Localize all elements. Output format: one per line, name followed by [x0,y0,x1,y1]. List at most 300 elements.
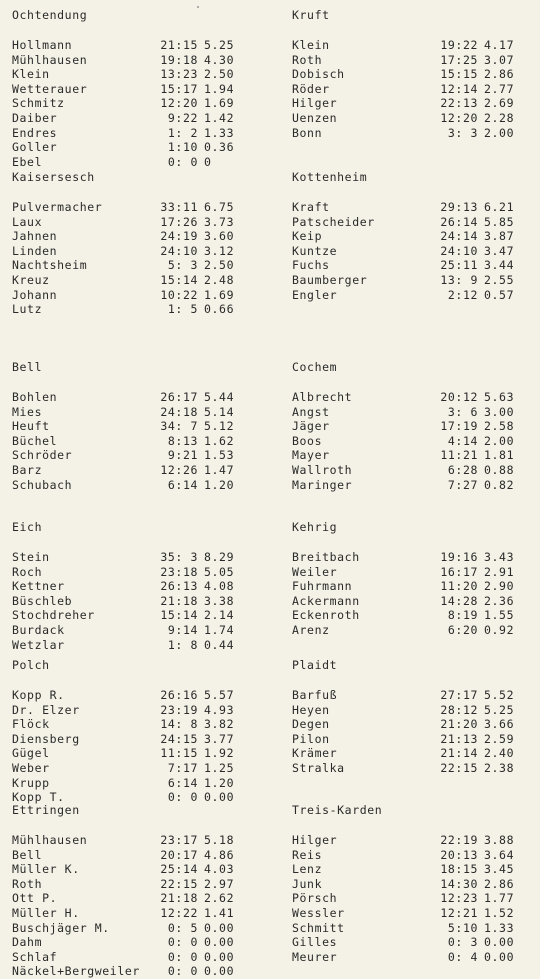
player-row [0,82,268,97]
player-row [0,877,268,892]
player-row [270,258,538,273]
player-row [270,215,538,230]
player-score: 14: 8 [160,717,198,732]
player-ratio: 0.82 [484,477,515,492]
player-ratio: 0.00 [484,935,515,950]
player-name: Lenz [292,862,323,877]
player-row [270,229,538,244]
player-name: Reis [292,847,323,862]
player-name: Wessler [292,906,345,920]
player-ratio: 0.57 [484,287,515,302]
player-row [0,390,268,405]
player-ratio: 5.52 [484,688,515,702]
player-score: 6:14 [167,477,198,492]
player-score: 19:18 [160,52,198,67]
player-ratio: 0.00 [204,920,235,935]
player-name: Jäger [292,419,330,434]
player-ratio: 4.86 [204,847,235,862]
player-name: Mühlhausen [12,833,88,847]
player-score: 24:10 [160,243,198,258]
player-ratio: 1.77 [484,891,515,906]
player-row [0,478,268,493]
player-name: Schlaf [12,949,58,964]
player-name: Gilles [292,935,338,950]
player-name: Kopp T. [12,790,65,805]
player-score: 1: 5 [167,302,198,317]
player-row [270,862,538,877]
player-row [0,891,268,906]
player-score: 9:21 [167,448,198,463]
player-score: 34: 7 [160,419,198,434]
player-row [0,862,268,877]
team-title: Eich [12,520,43,534]
player-ratio: 1.20 [204,477,235,492]
player-ratio: 1.47 [204,463,235,477]
player-score: 22:19 [440,833,478,847]
player-score: 14:30 [440,876,478,891]
player-row [270,594,538,609]
player-ratio: 5.25 [484,702,515,717]
player-ratio: 1.25 [204,761,235,775]
player-name: Bell [12,847,43,862]
player-score: 8:19 [447,608,478,623]
player-ratio: 5.57 [204,688,235,702]
player-row [270,111,538,126]
player-row [0,950,268,965]
player-ratio: 2.69 [484,96,515,111]
player-row [270,126,538,141]
player-name: Pörsch [292,891,338,906]
player-name: Uenzen [292,111,338,125]
player-ratio: 5.44 [204,390,235,404]
player-ratio: 1.33 [204,125,235,140]
player-name: Junk [292,876,323,891]
player-ratio: 1.74 [204,623,235,637]
player-score: 26:14 [440,214,478,229]
player-name: Endres [12,125,58,140]
player-ratio: 1.94 [204,81,235,96]
player-row [270,82,538,97]
player-name: Kettner [12,579,65,594]
player-row [0,111,268,126]
player-ratio: 5.14 [204,404,235,419]
player-name: Klein [12,67,50,82]
player-ratio: 5.12 [204,419,235,434]
player-ratio: 3.43 [484,550,515,564]
player-ratio: 0.00 [484,949,515,964]
player-score: 24:19 [160,229,198,244]
player-ratio: 2.86 [484,876,515,891]
player-name: Näckel+Bergweiler [12,964,140,979]
player-row [270,579,538,594]
player-name: Mies [12,404,43,419]
player-row [270,891,538,906]
player-ratio: 3.88 [484,833,515,847]
player-score: 22:13 [440,96,478,111]
player-ratio: 5.63 [484,390,515,404]
player-score: 22:15 [160,876,198,891]
player-name: Müller K. [12,862,80,877]
team-title: Cochem [292,360,338,374]
player-ratio: 2.59 [484,731,515,746]
player-name: Dr. Elzer [12,702,80,717]
player-row [0,565,268,580]
player-name: Weiler [292,564,338,579]
team-title: Kottenheim [292,170,368,184]
player-name: Stralka [292,761,345,775]
player-row [270,38,538,53]
player-row [270,623,538,638]
player-score: 33:11 [160,200,198,214]
player-name: Röder [292,81,330,96]
player-score: 24:18 [160,404,198,419]
player-score: 29:13 [440,200,478,214]
player-name: Krupp [12,775,50,790]
player-score: 11:15 [160,746,198,761]
player-ratio: 8.29 [204,550,235,564]
team-title: Ochtendung [12,8,88,22]
team-title: Bell [12,360,43,374]
player-name: Ott P. [12,891,58,906]
team-title: Kehrig [292,520,338,534]
player-ratio: 6.75 [204,200,235,214]
player-score: 0: 0 [167,949,198,964]
player-row [270,550,538,565]
player-score: 17:26 [160,214,198,229]
player-ratio: 1.33 [484,920,515,935]
player-name: Krämer [292,746,338,761]
player-name: Heuft [12,419,50,434]
team-title: Treis-Karden [292,803,383,817]
player-score: 9:14 [167,623,198,637]
team-title: Kaisersesch [12,170,95,184]
player-score: 9:22 [167,111,198,125]
player-ratio: 1.52 [484,906,515,920]
team-title: Kruft [292,8,330,22]
player-ratio: 3.44 [484,258,515,273]
player-ratio: 4.17 [484,38,515,52]
player-score: 8:13 [167,433,198,448]
player-score: 19:16 [440,550,478,564]
player-name: Schubach [12,477,73,492]
player-score: 15:17 [160,81,198,96]
player-name: Laux [12,214,43,229]
player-ratio: 2.36 [484,593,515,608]
player-name: Roth [292,52,323,67]
player-ratio: 3.07 [484,52,515,67]
player-name: Buschjäger M. [12,920,110,935]
player-row [0,244,268,259]
player-name: Daiber [12,111,58,125]
team-title: Ettringen [12,803,80,817]
player-score: 3: 3 [447,125,478,140]
player-ratio: 2.77 [484,81,515,96]
player-row [270,244,538,259]
player-name: Flöck [12,717,50,732]
player-score: 12:20 [160,96,198,111]
player-ratio: 3.64 [484,847,515,862]
player-ratio: 2.48 [204,273,235,287]
player-ratio: 5.18 [204,833,235,847]
player-row [0,448,268,463]
player-row [0,140,268,155]
player-row [0,776,268,791]
player-row [0,405,268,420]
player-row [0,96,268,111]
player-ratio: 2.55 [484,273,515,287]
player-row [270,478,538,493]
player-ratio: 1.69 [204,287,235,302]
player-row [0,126,268,141]
player-name: Breitbach [292,550,360,564]
player-name: Eckenroth [292,608,360,623]
player-row [270,703,538,718]
player-row [270,608,538,623]
player-score: 1: 8 [167,637,198,652]
player-row [0,848,268,863]
player-row [270,200,538,215]
player-name: Hilger [292,833,338,847]
player-row [0,579,268,594]
player-ratio: 2.90 [484,579,515,594]
player-name: Fuhrmann [292,579,353,594]
player-name: Roch [12,564,43,579]
player-score: 35: 3 [160,550,198,564]
player-ratio: 0.44 [204,637,235,652]
player-score: 21:18 [160,891,198,906]
player-row [0,258,268,273]
player-score: 23:18 [160,564,198,579]
player-name: Büchel [12,433,58,448]
player-score: 19:22 [440,38,478,52]
player-score: 14:28 [440,593,478,608]
player-row [0,434,268,449]
player-ratio: 0.00 [204,949,235,964]
player-row [270,448,538,463]
player-row [0,732,268,747]
player-row [0,833,268,848]
player-row [270,96,538,111]
player-score: 5: 3 [167,258,198,273]
player-name: Meurer [292,949,338,964]
player-ratio: 1.92 [204,746,235,761]
player-row [270,935,538,950]
player-name: Degen [292,717,330,732]
player-score: 21:15 [160,38,198,52]
player-score: 22:15 [440,761,478,775]
player-name: Fuchs [292,258,330,273]
player-name: Lutz [12,302,43,317]
player-row [270,688,538,703]
player-ratio: 0.88 [484,463,515,477]
player-ratio: 3.77 [204,731,235,746]
player-name: Bonn [292,125,323,140]
player-ratio: 5.05 [204,564,235,579]
player-row [0,229,268,244]
player-score: 13: 9 [440,273,478,287]
player-name: Kopp R. [12,688,65,702]
player-score: 5:10 [447,920,478,935]
player-row [0,273,268,288]
player-row [0,302,268,317]
player-row [0,53,268,68]
player-name: Boos [292,433,323,448]
player-name: Weber [12,761,50,775]
player-name: Keip [292,229,323,244]
player-name: Stochdreher [12,608,95,623]
player-score: 26:17 [160,390,198,404]
player-row [270,463,538,478]
player-ratio: 3.47 [484,243,515,258]
player-name: Heyen [292,702,330,717]
player-score: 13:23 [160,67,198,82]
player-name: Dobisch [292,67,345,82]
player-score: 24:14 [440,229,478,244]
player-score: 12:26 [160,463,198,477]
player-ratio: 2.62 [204,891,235,906]
player-score: 6:14 [167,775,198,790]
player-ratio: 2.28 [484,111,515,125]
player-score: 18:15 [440,862,478,877]
player-row [0,38,268,53]
player-score: 21:14 [440,746,478,761]
player-ratio: 0.36 [204,140,235,155]
player-row [0,906,268,921]
player-ratio: 1.53 [204,448,235,463]
player-score: 12:14 [440,81,478,96]
player-row [270,848,538,863]
player-ratio: 0.00 [204,935,235,950]
player-ratio: 2.38 [484,761,515,775]
player-score: 12:20 [440,111,478,125]
player-ratio: 2.86 [484,67,515,82]
player-row [0,623,268,638]
player-row [270,833,538,848]
player-row [270,746,538,761]
player-ratio: 2.14 [204,608,235,623]
player-row [0,921,268,936]
player-score: 15:14 [160,273,198,287]
player-row [0,935,268,950]
player-ratio: 0.00 [204,790,235,805]
team-title: Polch [12,658,50,672]
player-ratio: 3.73 [204,214,235,229]
player-row [270,390,538,405]
player-score: 6:28 [447,463,478,477]
player-ratio: 0 [204,154,212,169]
player-score: 0: 0 [167,790,198,805]
player-name: Nachtsheim [12,258,88,273]
player-row [270,877,538,892]
player-score: 25:11 [440,258,478,273]
player-ratio: 4.93 [204,702,235,717]
player-ratio: 1.62 [204,433,235,448]
player-score: 1: 2 [167,125,198,140]
player-score: 15:15 [440,67,478,82]
player-name: Barz [12,463,43,477]
player-score: 7:27 [447,477,478,492]
player-row [0,688,268,703]
player-name: Diensberg [12,731,80,746]
player-name: Patscheider [292,214,375,229]
player-score: 28:12 [440,702,478,717]
player-row [0,215,268,230]
player-score: 15:14 [160,608,198,623]
player-score: 20:12 [440,390,478,404]
player-name: Barfuß [292,688,338,702]
player-row [0,717,268,732]
player-name: Mayer [292,448,330,463]
player-name: Mühlhausen [12,52,88,67]
player-row [0,463,268,478]
player-row [0,67,268,82]
player-name: Ebel [12,154,43,169]
player-name: Hilger [292,96,338,111]
player-ratio: 4.30 [204,52,235,67]
team-title: Plaidt [292,658,338,672]
player-name: Kuntze [292,243,338,258]
player-ratio: 2.40 [484,746,515,761]
player-name: Müller H. [12,906,80,920]
player-name: Klein [292,38,330,52]
player-name: Stein [12,550,50,564]
player-ratio: 3.45 [484,862,515,877]
player-row [270,906,538,921]
player-name: Ackermann [292,593,360,608]
player-ratio: 3.82 [204,717,235,732]
player-score: 21:18 [160,593,198,608]
player-row [0,419,268,434]
player-ratio: 4.03 [204,862,235,877]
player-row [270,717,538,732]
player-score: 21:20 [440,717,478,732]
player-row [0,638,268,653]
player-row [270,67,538,82]
player-ratio: 2.50 [204,67,235,82]
player-name: Arenz [292,623,330,637]
player-ratio: 1.41 [204,906,235,920]
player-ratio: 1.69 [204,96,235,111]
player-score: 0: 4 [447,949,478,964]
player-score: 10:22 [160,287,198,302]
player-score: 27:17 [440,688,478,702]
player-score: 12:23 [440,891,478,906]
player-score: 23:17 [160,833,198,847]
player-name: Pulvermacher [12,200,103,214]
player-score: 0: 0 [167,935,198,950]
player-score: 20:17 [160,847,198,862]
player-name: Schmitz [12,96,65,111]
player-name: Maringer [292,477,353,492]
player-name: Johann [12,287,58,302]
player-ratio: 2.97 [204,876,235,891]
player-row [0,155,268,170]
player-ratio: 2.00 [484,125,515,140]
player-ratio: 3.38 [204,593,235,608]
player-ratio: 3.66 [484,717,515,732]
player-ratio: 2.91 [484,564,515,579]
player-row [270,565,538,580]
player-ratio: 4.08 [204,579,235,594]
player-row [0,594,268,609]
player-row [270,732,538,747]
player-row [270,273,538,288]
player-row [0,550,268,565]
player-score: 24:10 [440,243,478,258]
player-ratio: 0.00 [204,964,235,979]
player-score: 17:19 [440,419,478,434]
player-score: 11:21 [440,448,478,463]
